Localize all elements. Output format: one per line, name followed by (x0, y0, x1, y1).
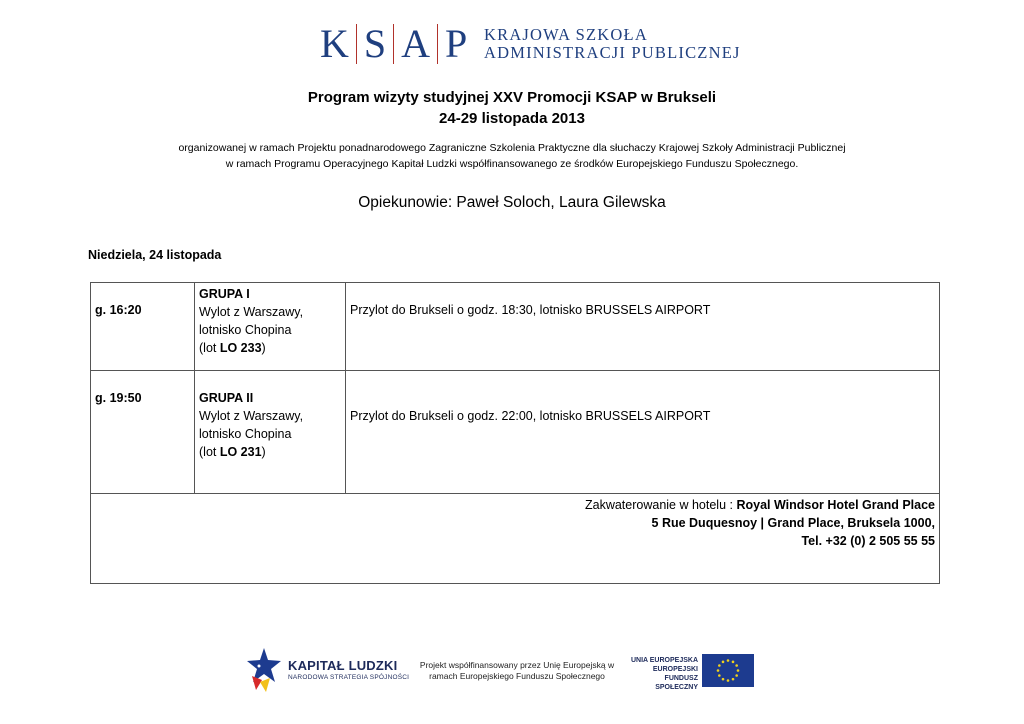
hotel-phone: Tel. +32 (0) 2 505 55 55 (801, 534, 935, 548)
hotel-address: 5 Rue Duquesnoy | Grand Place, Bruksela 1000, (651, 516, 935, 530)
kapital-ludzki-title: KAPITAŁ LUDZKI (288, 658, 398, 673)
eu-star (727, 679, 730, 682)
logo-divider (356, 24, 357, 64)
eu-label-line3: FUNDUSZ SPOŁECZNY (655, 675, 698, 691)
project-note (412, 660, 622, 682)
departure-line1: Wylot z Warszawy, (199, 305, 304, 319)
page-title: Program wizyty studyjnej XXV Promocji KSAP w Brukseli (307, 89, 717, 106)
subtitle-line1: organizowanej w ramach Projektu ponadnarodowego Zagraniczne Szkolenia Praktyczne dla słuchaczy Krajowej Szkoły Administracji Publicznej (178, 142, 846, 154)
ksap-logo (320, 22, 467, 66)
flight-suffix: ) (261, 445, 266, 459)
group-cell (195, 371, 346, 494)
project-note-line2: ramach Europejskiego Funduszu Społecznego (429, 671, 605, 681)
eu-star (735, 674, 738, 677)
eu-fund-label (624, 656, 698, 692)
table-row (91, 371, 940, 494)
eu-star (732, 678, 735, 681)
departure-line2: lotnisko Chopina (199, 427, 292, 441)
eu-star (732, 661, 735, 664)
flight-info (199, 443, 341, 461)
hotel-line (95, 496, 935, 514)
schedule-table (90, 282, 940, 584)
group-cell (195, 283, 346, 371)
time-cell: g. 16:20 (91, 283, 195, 371)
project-note-line1: Projekt współfinansowany przez Unię Europejską w (419, 660, 615, 670)
logo-letter: P (445, 21, 468, 66)
flight-info (199, 339, 341, 357)
eu-star (718, 674, 721, 677)
eu-label-line1: UNIA EUROPEJSKA (630, 657, 698, 664)
page-dates: 24-29 listopada 2013 (439, 110, 585, 127)
hotel-label: Zakwaterowanie w hotelu : (584, 498, 737, 512)
arrival-cell: Przylot do Brukseli o godz. 18:30, lotnisko BRUSSELS AIRPORT (346, 283, 940, 371)
departure-line1: Wylot z Warszawy, (199, 409, 304, 423)
arrival-cell: Przylot do Brukseli o godz. 22:00, lotnisko BRUSSELS AIRPORT (346, 371, 940, 494)
guardians: Opiekunowie: Paweł Soloch, Laura Gilewska (358, 194, 666, 211)
flight-prefix: (lot (199, 445, 220, 459)
kapital-ludzki-star-icon (246, 646, 282, 692)
flight-suffix: ) (261, 341, 266, 355)
time-cell: g. 19:50 (91, 371, 195, 494)
day-heading: Niedziela, 24 listopada (88, 248, 222, 262)
flight-number: LO 231 (219, 445, 262, 459)
eu-star (718, 664, 721, 667)
table-row (91, 494, 940, 584)
eu-flag-icon (702, 654, 754, 687)
flight-prefix: (lot (199, 341, 220, 355)
table-row (91, 283, 940, 371)
logo-divider (393, 24, 394, 64)
logo-divider (437, 24, 438, 64)
eu-star (722, 661, 725, 664)
logo-institution-name (484, 26, 741, 62)
logo-name-line2: ADMINISTRACJI PUBLICZNEJ (484, 43, 741, 62)
subtitle-line2: w ramach Programu Operacyjnego Kapitał Ludzki współfinansowanego ze środków Europejskiego Funduszu Społecznego. (225, 158, 799, 170)
eu-star (727, 659, 730, 662)
logo-letter: K (320, 21, 349, 66)
eu-star (717, 669, 720, 672)
logo-letter: S (363, 21, 387, 66)
logo-letter: A (401, 21, 431, 66)
eu-label-line2: EUROPEJSKI (652, 666, 698, 673)
eu-star (737, 669, 740, 672)
flight-number: LO 233 (219, 341, 262, 355)
eu-star (722, 678, 725, 681)
group-label: GRUPA II (199, 391, 254, 405)
hotel-cell (91, 494, 940, 584)
logo-name-line1: KRAJOWA SZKOŁA (484, 25, 648, 44)
eu-star (735, 664, 738, 667)
kapital-ludzki-subtitle: NARODOWA STRATEGIA SPÓJNOŚCI (288, 674, 410, 681)
hotel-name: Royal Windsor Hotel Grand Place (736, 498, 935, 512)
departure-line2: lotnisko Chopina (199, 323, 292, 337)
group-label: GRUPA I (199, 287, 250, 301)
